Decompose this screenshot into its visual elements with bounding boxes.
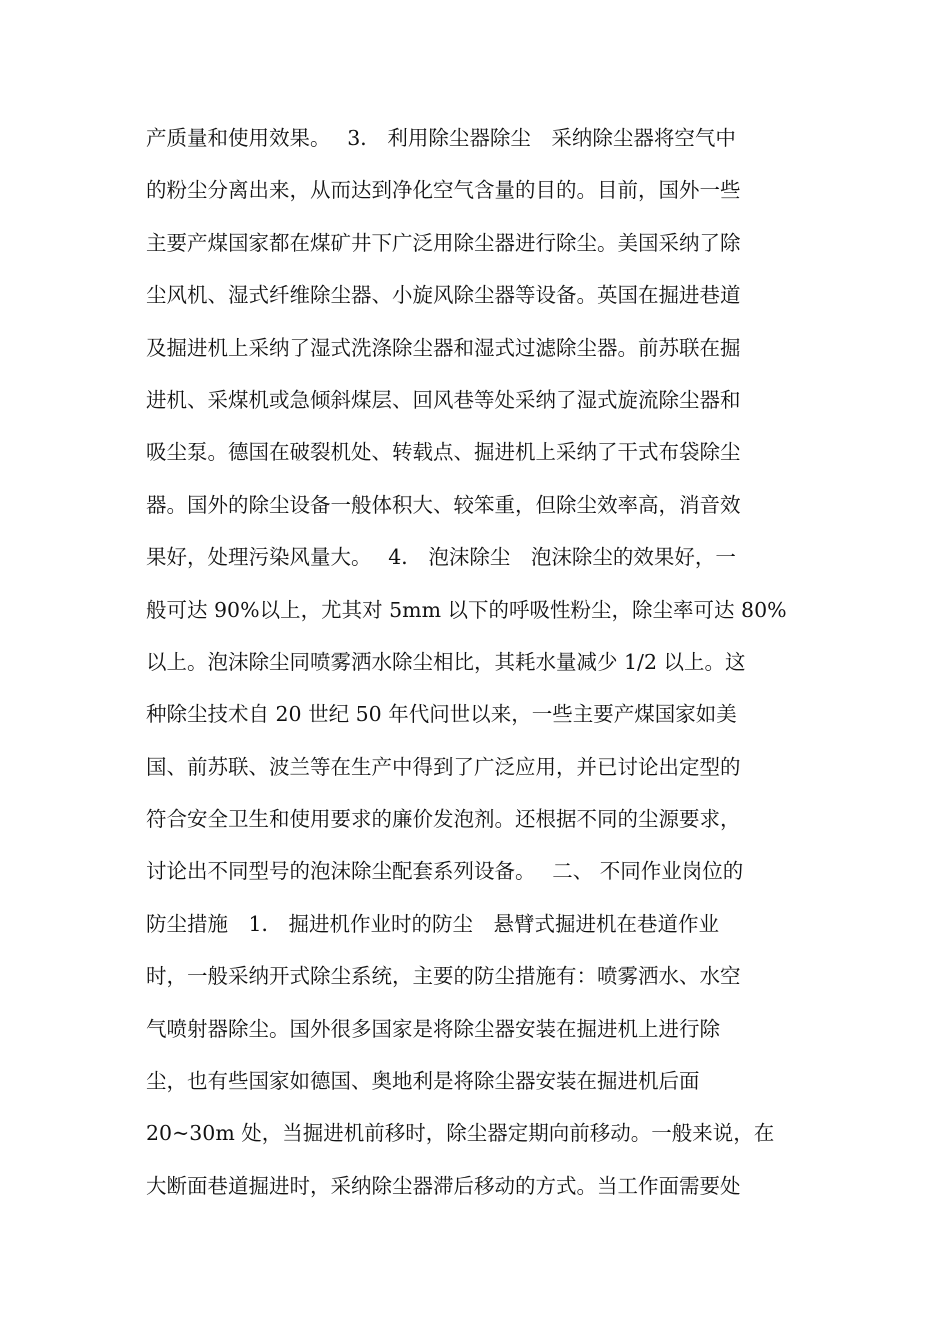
body-text <box>146 118 826 1218</box>
text-line: 符合安全卫生和使用要求的廉价发泡剂。还根据不同的尘源要求， <box>146 807 741 832</box>
text-line: 20~30m 处，当掘进机前移时，除尘器定期向前移动。一般来说，在 <box>146 1121 775 1146</box>
text-line: 时，一般采纳开式除尘系统，主要的防尘措施有：喷雾洒水、水空 <box>146 964 741 989</box>
text-line: 以上。泡沫除尘同喷雾洒水除尘相比，其耗水量减少 1/2 以上。这 <box>146 649 746 674</box>
text-line: 果好，处理污染风量大。 4． 泡沫除尘 泡沫除尘的效果好，一 <box>146 545 736 570</box>
text-line: 的粉尘分离出来，从而达到净化空气含量的目的。目前，国外一些 <box>146 178 741 203</box>
text-line: 产质量和使用效果。 3． 利用除尘器除尘 采纳除尘器将空气中 <box>146 126 736 150</box>
text-line: 器。国外的除尘设备一般体积大、较笨重，但除尘效率高，消音效 <box>146 492 741 517</box>
text-line: 尘风机、湿式纤维除尘器、小旋风除尘器等设备。英国在掘进巷道 <box>146 283 741 308</box>
text-line: 大断面巷道掘进时，采纳除尘器滞后移动的方式。当工作面需要处 <box>146 1173 741 1198</box>
text-line: 吸尘泵。德国在破裂机处、转载点、掘进机上采纳了干式布袋除尘 <box>146 440 741 465</box>
text-line: 主要产煤国家都在煤矿井下广泛用除尘器进行除尘。美国采纳了除 <box>146 230 741 255</box>
text-line: 讨论出不同型号的泡沫除尘配套系列设备。 二、 不同作业岗位的 <box>146 859 744 884</box>
text-line: 进机、采煤机或急倾斜煤层、回风巷等处采纳了湿式旋流除尘器和 <box>146 387 741 412</box>
text-line: 种除尘技术自 20 世纪 50 年代问世以来，一些主要产煤国家如美 <box>146 702 737 727</box>
text-line: 尘，也有些国家如德国、奥地利是将除尘器安装在掘进机后面 <box>146 1069 700 1094</box>
text-line: 般可达 90%以上，尤其对 5mm 以下的呼吸性粉尘，除尘率可达 80% <box>146 597 787 622</box>
text-line: 防尘措施 1． 掘进机作业时的防尘 悬臂式掘进机在巷道作业 <box>146 911 720 936</box>
text-line: 气喷射器除尘。国外很多国家是将除尘器安装在掘进机上进行除 <box>146 1016 720 1041</box>
text-line: 国、前苏联、波兰等在生产中得到了广泛应用，并已讨论出定型的 <box>146 754 741 779</box>
text-line: 及掘进机上采纳了湿式洗涤除尘器和湿式过滤除尘器。前苏联在掘 <box>146 335 741 360</box>
